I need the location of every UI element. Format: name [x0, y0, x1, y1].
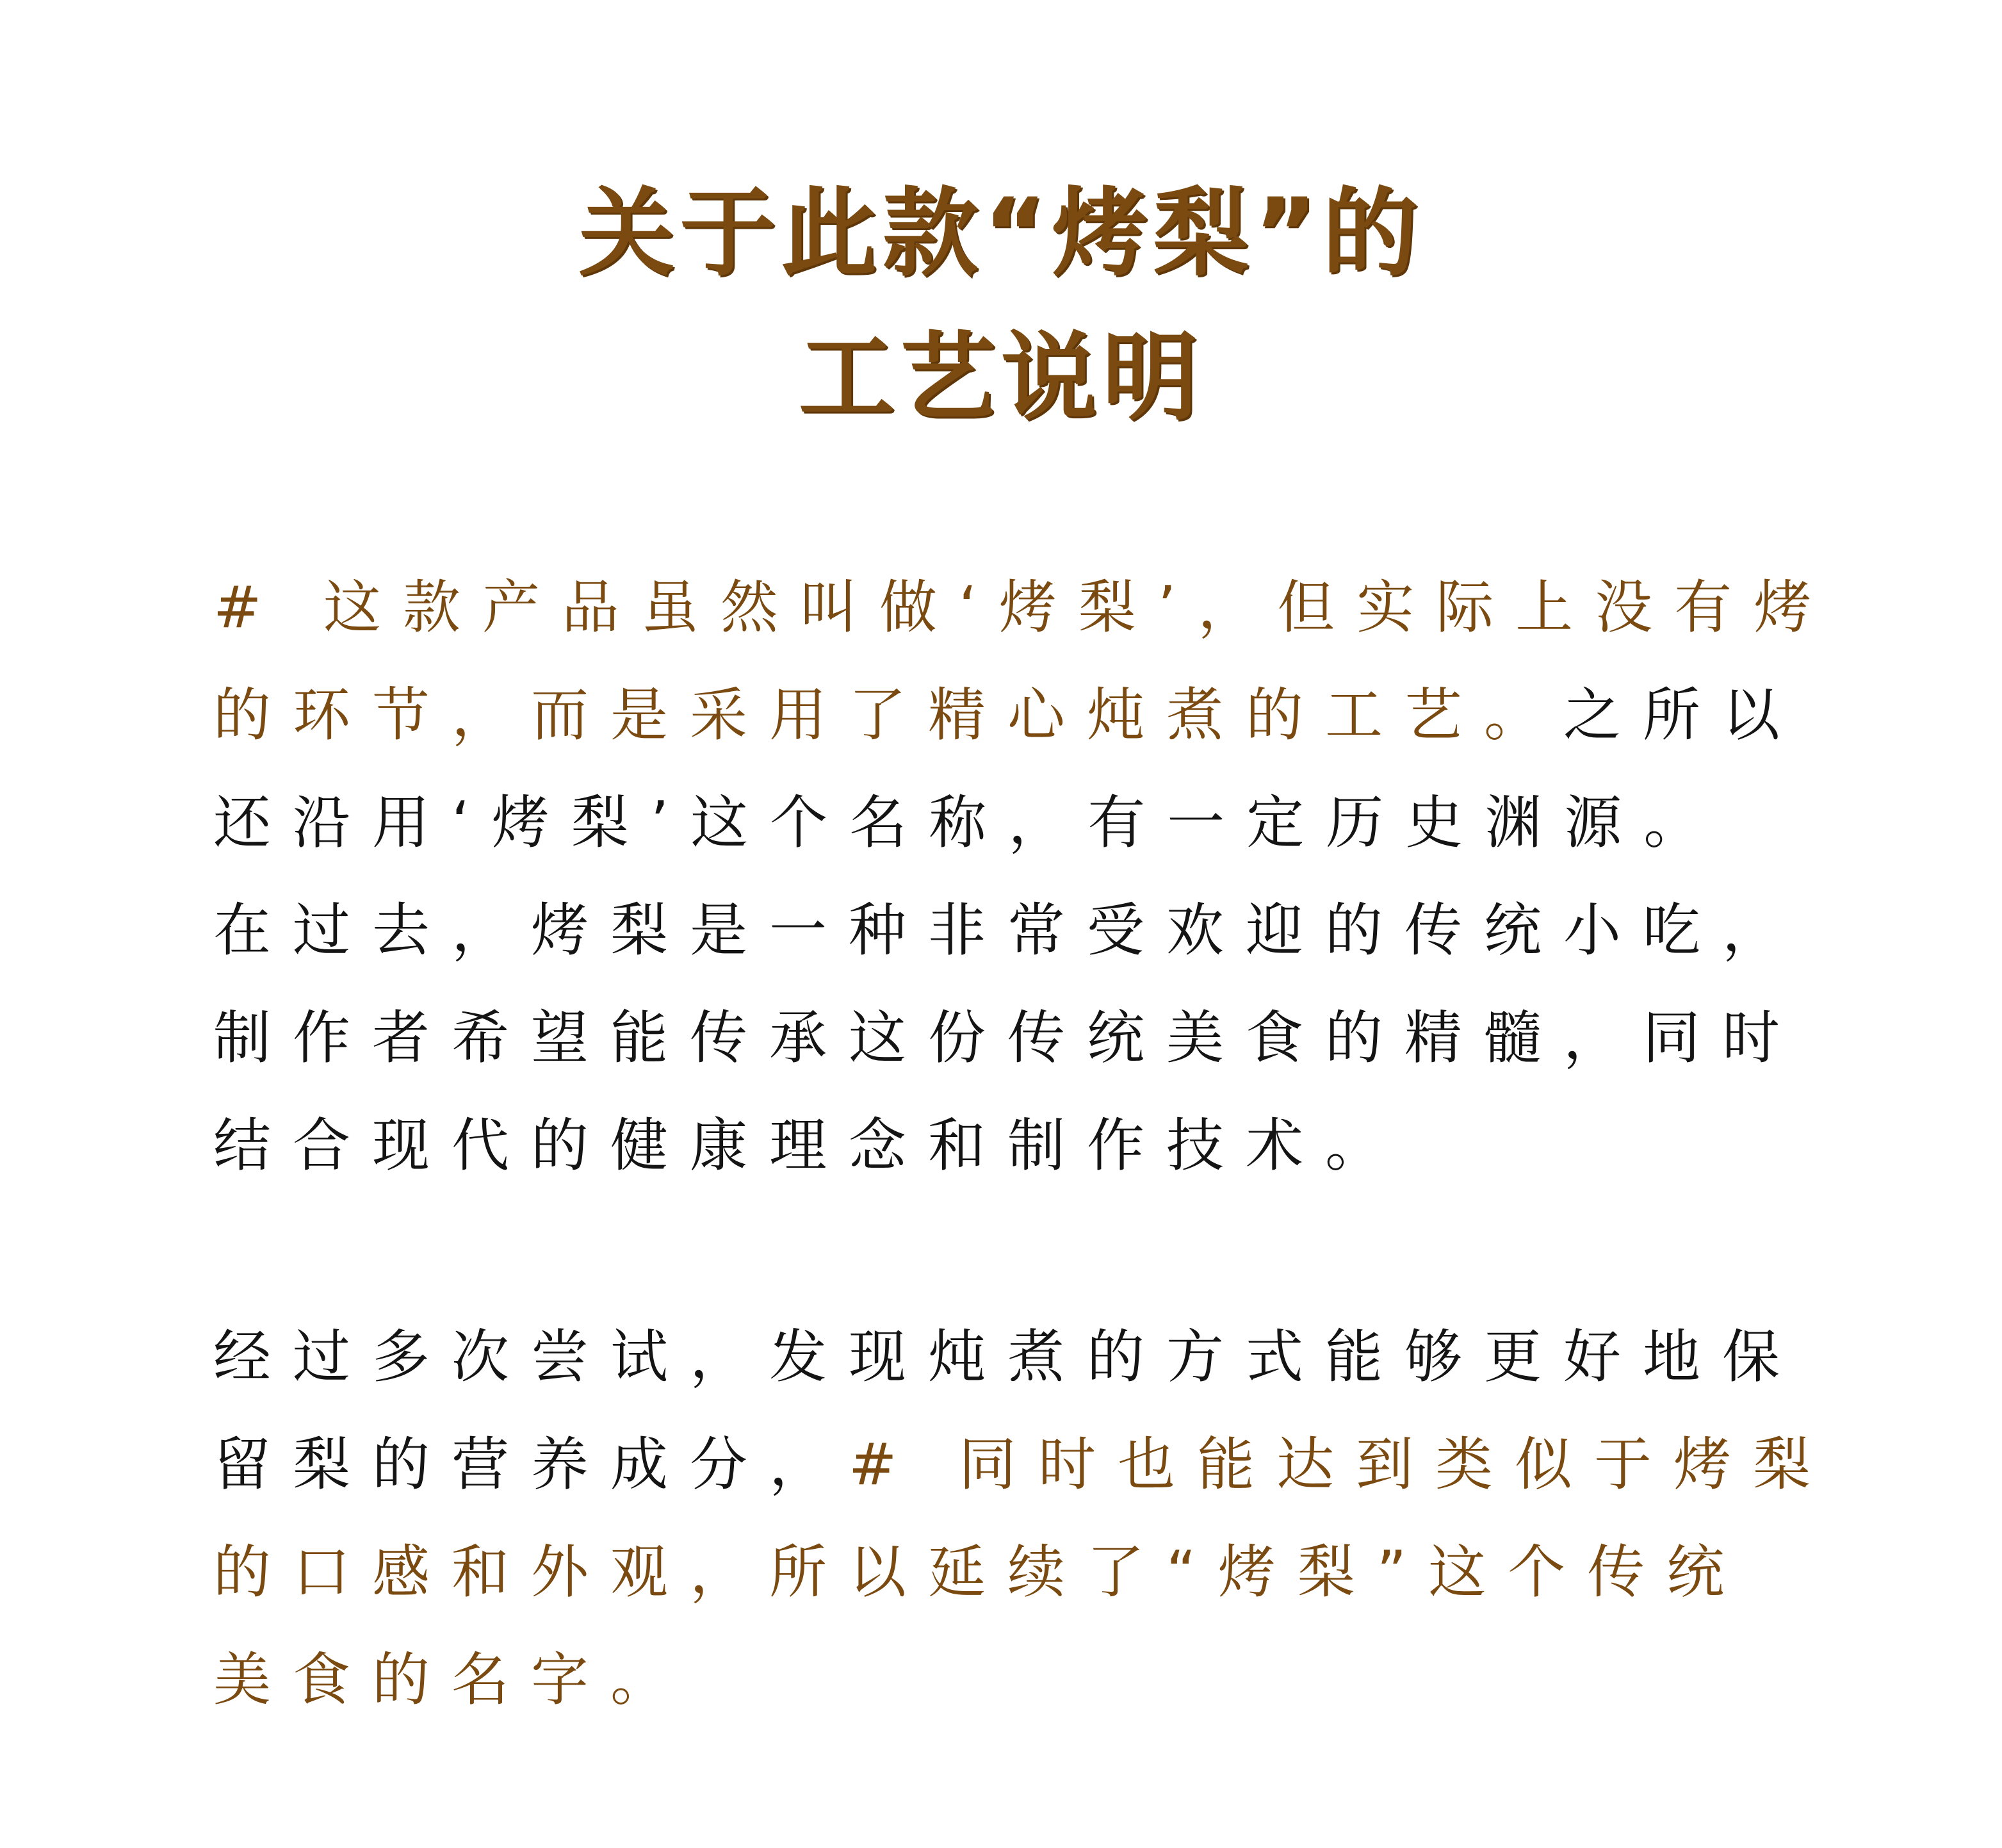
paragraph-line	[213, 554, 1834, 662]
body-text: 之所以	[1563, 682, 1802, 749]
body-text: 结合现代的健康理念和制作技术。	[213, 1112, 1404, 1179]
paragraph-line	[213, 1092, 1802, 1200]
highlight-text: 美食的名字。	[213, 1646, 690, 1713]
page-title-line-1: 关于此款“烤梨”的	[578, 178, 1424, 290]
paragraph-line	[213, 1304, 1802, 1411]
body-text: 制作者希望能传承这份传统美食的精髓，同时	[213, 1004, 1802, 1072]
paragraph-line	[213, 877, 1802, 985]
body-text: 留梨的营养成分，	[213, 1431, 849, 1498]
body-text: 经过多次尝试，发现炖煮的方式能够更好地保	[213, 1323, 1802, 1391]
paragraph-2	[213, 1304, 1833, 1734]
highlight-text: # 同时也能达到类似于烤梨	[849, 1431, 1833, 1498]
paragraph-line	[213, 769, 1802, 877]
paragraph-line	[213, 1519, 1802, 1626]
paragraph-line	[213, 985, 1802, 1092]
body-text: 在过去，烤梨是一种非常受欢迎的传统小吃，	[213, 897, 1802, 964]
page-title-line-2: 工艺说明	[798, 322, 1203, 434]
highlight-text: # 这款产品虽然叫做‘烤梨’，但实际上没有烤	[213, 574, 1834, 641]
highlight-text: 的环节，而是采用了精心炖煮的工艺。	[213, 682, 1563, 749]
paragraph-line	[213, 1411, 1833, 1519]
body-text: 还沿用‘烤梨’这个名称，有一定历史渊源。	[213, 789, 1723, 856]
paragraph-line	[213, 1626, 1802, 1734]
paragraph-1	[213, 554, 1834, 1200]
highlight-text: 的口感和外观，所以延续了“烤梨”这个传统	[213, 1539, 1746, 1606]
paragraph-line	[213, 662, 1802, 769]
